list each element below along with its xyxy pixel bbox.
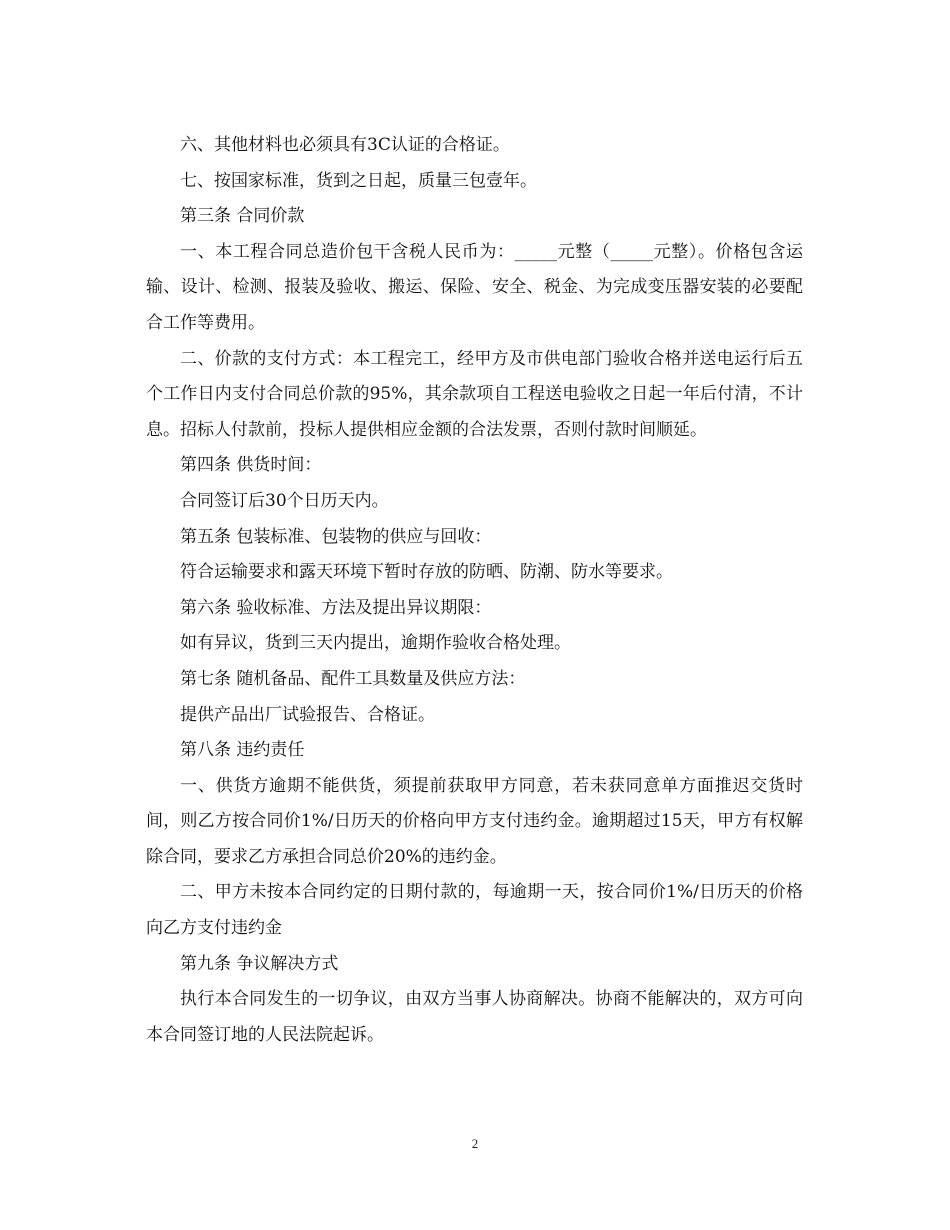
article-9-heading: 第九条 争议解决方式	[180, 953, 339, 974]
article-6-heading: 第六条 验收标准、方法及提出异议期限：	[180, 597, 492, 618]
article-8-clause-2: 二、甲方未按本合同约定的日期付款的，每逾期一天，按合同价1%/日历天的价格向乙方支付违约金	[146, 882, 803, 939]
paragraph-item-6-certificate: 六、其他材料也必须具有3C认证的合格证。	[180, 135, 510, 155]
page-number: 2	[471, 1136, 479, 1151]
article-3-clause-2: 二、价款的支付方式：本工程完工，经甲方及市供电部门验收合格并送电运行后五个工作日内支付合同总价款的95%，其余款项自工程送电验收之日起一年后付清，不计息。招标人付款前，投标人提供相应金额的合法发票，否则付款时间顺延。	[146, 348, 803, 440]
article-5-heading: 第五条 包装标准、包装物的供应与回收：	[180, 526, 492, 547]
article-5-body: 符合运输要求和露天环境下暂时存放的防晒、防潮、防水等要求。	[180, 562, 673, 583]
article-3-heading: 第三条 合同价款	[180, 206, 305, 227]
article-3-clause-1: 一、本工程合同总造价包干含税人民币为：_____元整（_____元整）。价格包含运输、设计、检测、报装及验收、搬运、保险、安全、税金、为完成变压器安装的必要配合工作等费用。	[146, 241, 803, 333]
article-8-heading: 第八条 违约责任	[180, 740, 305, 761]
article-7-heading: 第七条 随机备品、配件工具数量及供应方法：	[180, 668, 526, 689]
article-9-body: 执行本合同发生的一切争议，由双方当事人协商解决。协商不能解决的，双方可向本合同签订地的人民法院起诉。	[146, 989, 803, 1045]
article-6-body: 如有异议，货到三天内提出，逾期作验收合格处理。	[180, 633, 571, 654]
article-4-body: 合同签订后30个日历天内。	[180, 490, 389, 511]
paragraph-item-7-warranty: 七、按国家标准，货到之日起，质量三包壹年。	[180, 170, 537, 191]
article-7-body: 提供产品出厂试验报告、合格证。	[180, 704, 435, 725]
article-4-heading: 第四条 供货时间：	[180, 455, 322, 476]
document-body	[146, 128, 803, 1053]
article-8-clause-1: 一、供货方逾期不能供货，须提前获取甲方同意，若未获同意单方面推迟交货时间，则乙方按合同价1%/日历天的价格向甲方支付违约金。逾期超过15天，甲方有权解除合同，要求乙方承担合同总价20%的违约金。	[146, 775, 803, 867]
